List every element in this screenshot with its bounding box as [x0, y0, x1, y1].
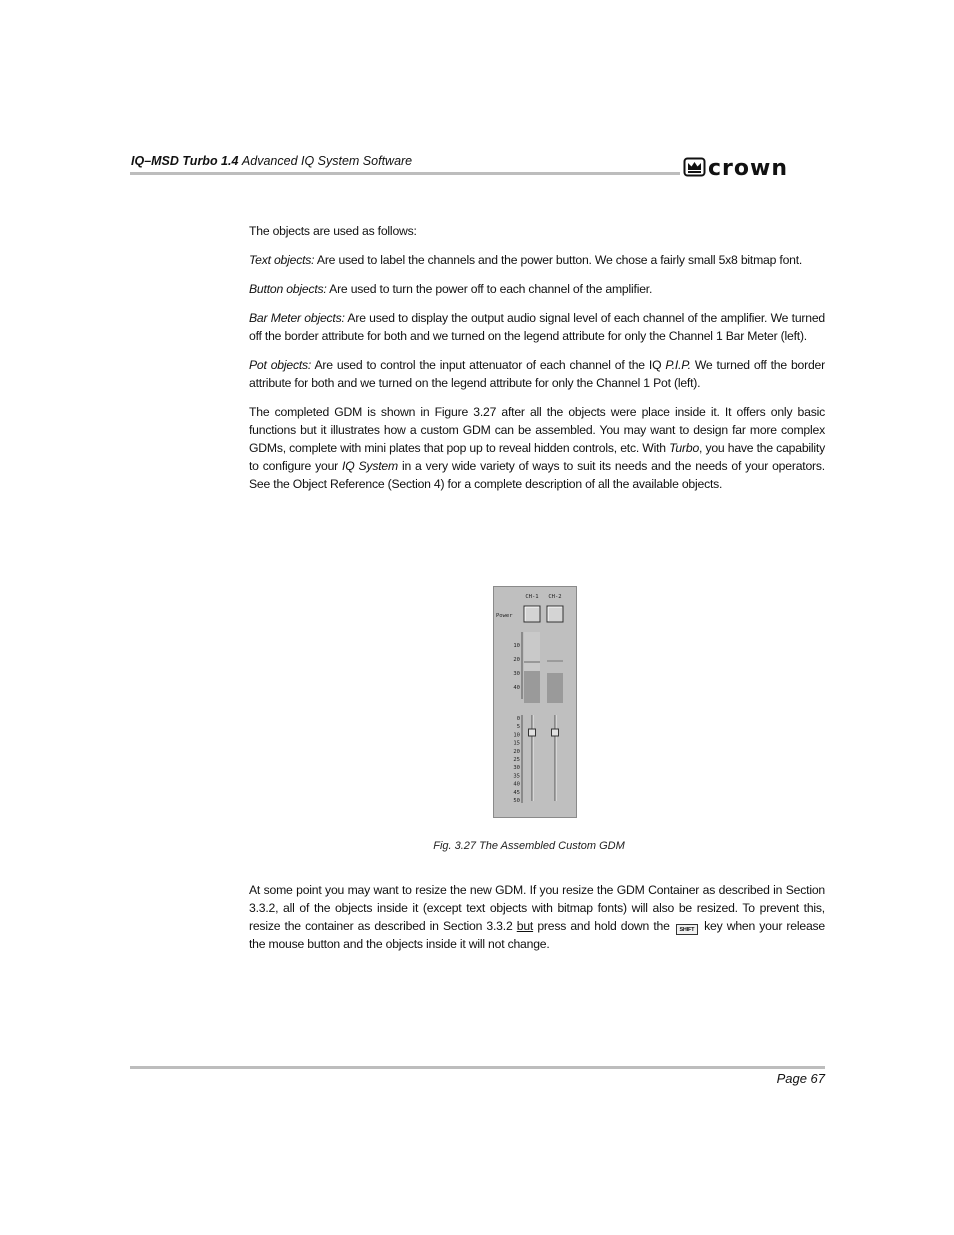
meter-tick-label: 40	[513, 685, 520, 691]
ch1-power-button[interactable]	[524, 606, 540, 622]
pot-tick-label: 25	[513, 757, 520, 763]
pot-tick-label: 0	[516, 716, 520, 722]
pot-tick-label: 45	[513, 789, 520, 796]
pot-tick-label: 10	[513, 732, 520, 739]
pot-tick-label: 35	[513, 773, 520, 780]
ch2-label: CH-2	[548, 594, 562, 600]
ch2-bar-meter	[547, 661, 563, 703]
shift-key-icon: SHIFT	[676, 924, 698, 935]
closing-paragraph: The completed GDM is shown in Figure 3.27 after all the objects were place inside it. It offers only basic functions but it illustrates how a custom GDM can be assembled. You may want to design far more complex GDMs, complete with mini plates that pop up to reveal hidden controls, etc. With Turbo, you have the capability to configure your IQ System in a very wide variety of ways to suit its needs and the needs of your operators. See the Object Reference (Section 4) for a complete description of all the available objects.	[249, 405, 825, 491]
ch2-pot[interactable]	[552, 715, 559, 801]
meter-tick-label: 30	[513, 671, 520, 677]
pot-tick-label: 30	[513, 765, 520, 772]
pot-tick-label: 50	[513, 798, 520, 804]
bar-meter-objects-paragraph: Bar Meter objects: Are used to display the output audio signal level of each channel of the amplifier. We turned off the border attribute for both and we turned on the legend attribute for only the Channel 1 Bar Meter (left).	[249, 311, 826, 343]
ch1-label: CH-1	[525, 594, 539, 600]
running-header	[131, 154, 412, 168]
ch1-bar-meter	[524, 632, 540, 703]
power-label: Power	[496, 613, 513, 619]
header-subtitle: Advanced IQ System Software	[241, 154, 413, 168]
pot-objects-paragraph: Pot objects: Are used to control the input attenuator of each channel of the IQ P.I.P. We turned off the border attribute for both and we turned on the legend attribute for only the Channel 1 Pot (left).	[249, 358, 825, 390]
ch1-pot[interactable]	[529, 715, 536, 801]
meter-ticks	[513, 643, 520, 691]
ch1-pot-thumb[interactable]	[529, 729, 536, 736]
page-number: Page 67	[776, 1071, 825, 1086]
ch2-pot-thumb[interactable]	[552, 729, 559, 736]
pot-tick-label: 15	[513, 740, 520, 747]
gdm-figure	[493, 586, 577, 818]
meter-tick-label: 10	[513, 643, 520, 649]
header-rule	[130, 172, 680, 175]
pot-tick-label: 5	[516, 724, 520, 731]
pot-ticks	[513, 716, 520, 804]
pot-tick-label: 40	[513, 781, 520, 788]
crown-logo	[683, 155, 825, 179]
text-objects-paragraph: Text objects: Are used to label the channels and the power button. We chose a fairly small 5x8 bitmap font.	[249, 253, 803, 267]
gdm-panel	[494, 587, 576, 817]
pot-tick-label: 20	[513, 748, 520, 755]
svg-text:crown: crown	[708, 156, 788, 179]
resize-paragraph: At some point you may want to resize the new GDM. If you resize the GDM Container as described in Section 3.3.2, all of the objects inside it (except text objects with bitmap fonts) will also be resized. To prevent this, resize the container as described in Section 3.3.2 but press and hold down the SHIFT key when your release the mouse button and the objects inside it will not change.	[249, 883, 825, 951]
intro-paragraph: The objects are used as follows:	[249, 224, 417, 238]
body-bottom	[249, 881, 825, 964]
body-top	[249, 222, 825, 504]
button-objects-paragraph: Button objects: Are used to turn the power off to each channel of the amplifier.	[249, 282, 653, 296]
figure-caption: Fig. 3.27 The Assembled Custom GDM	[433, 840, 625, 852]
footer-rule	[130, 1066, 825, 1069]
ch2-power-button[interactable]	[547, 606, 563, 622]
meter-tick-label: 20	[513, 657, 520, 663]
product-name: IQ–MSD Turbo 1.4	[131, 154, 239, 168]
